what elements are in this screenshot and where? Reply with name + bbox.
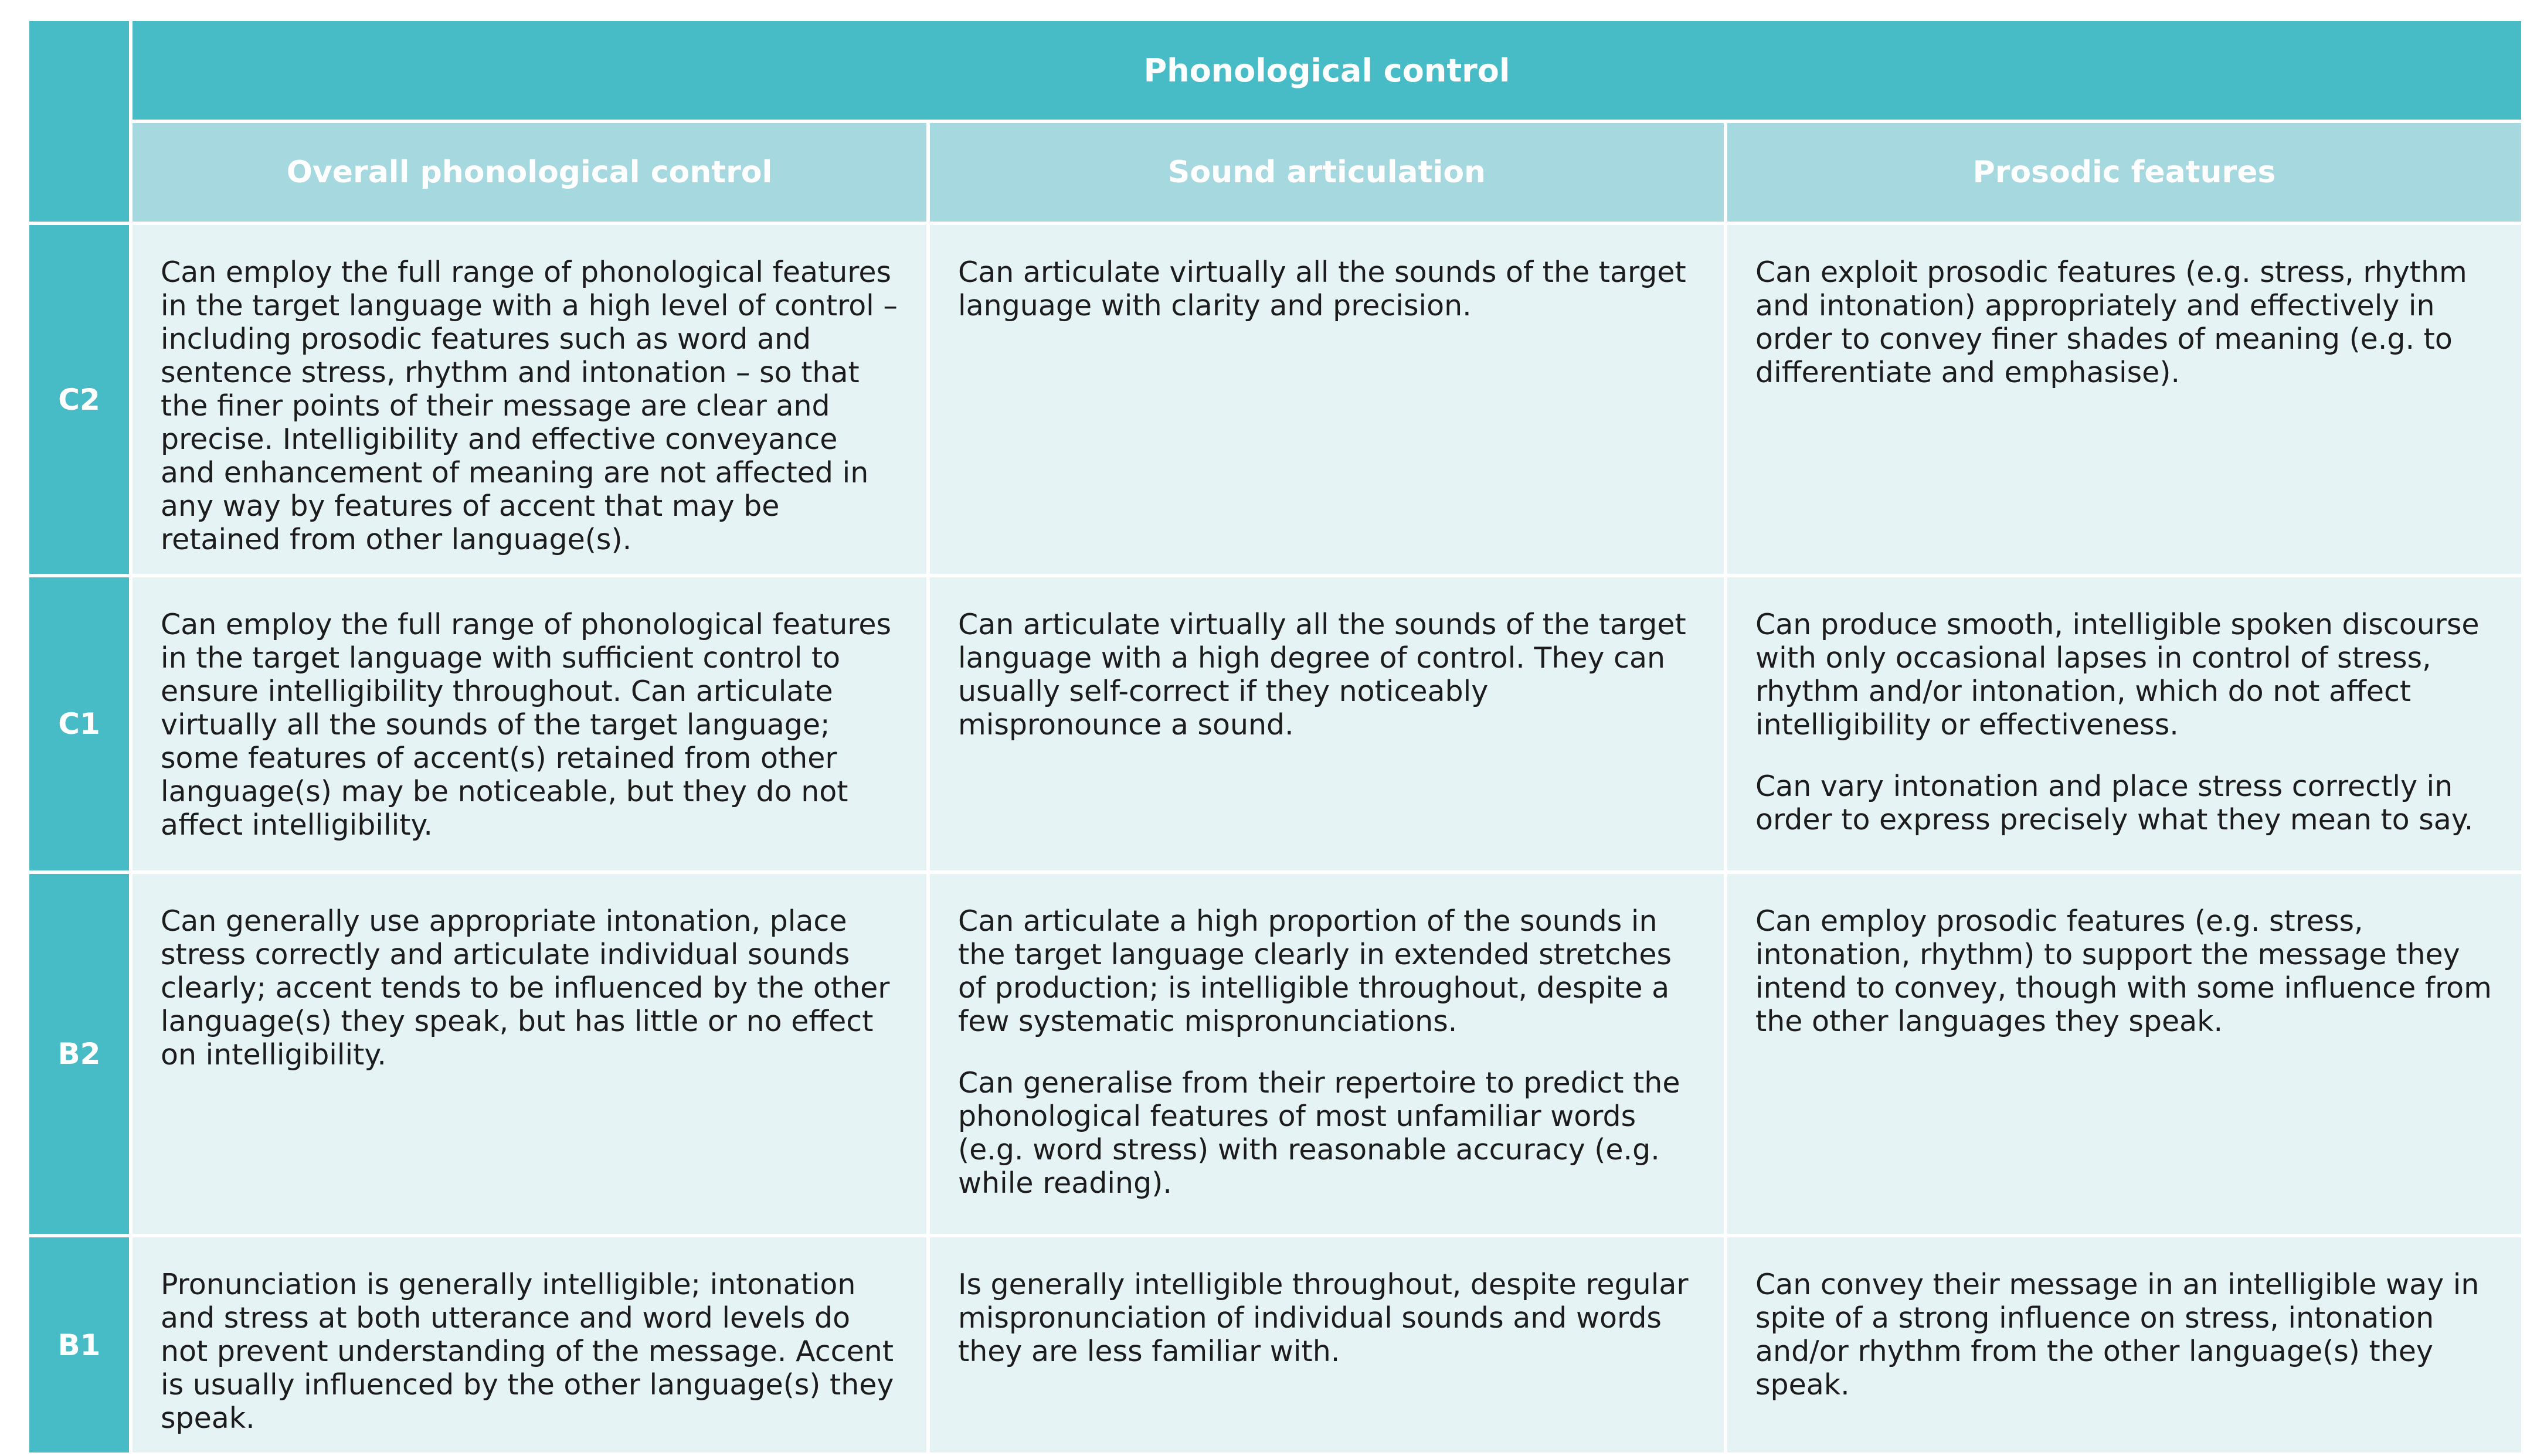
table-row-b1 [28,1236,2523,1454]
column-header-prosodic: Prosodic features [1726,121,2523,223]
level-label: B1 [28,1236,131,1454]
cell-overall [131,1236,928,1454]
cell-prosodic [1726,872,2523,1236]
descriptor: Can articulate virtually all the sounds of the target language with a high degree of control. They can usually self-correct if they noticeably mispronounce a sound. [958,608,1686,741]
descriptor: Can generally use appropriate intonation, place stress correctly and articulate individual sounds clearly; accent tends to be influenced by the other language(s) they speak, but has little or no effect on intelligibility. [161,904,890,1071]
table-row-b2 [28,872,2523,1236]
descriptor: Can generalise from their repertoire to predict the phonological features of most unfamiliar words (e.g. word stress) with reasonable accuracy (e.g. while reading). [958,1066,1680,1200]
table-title: Phonological control [131,19,2523,121]
table-row-c2 [28,223,2523,576]
descriptor: Can vary intonation and place stress correctly in order to express precisely what they mean to say. [1755,770,2474,836]
cell-overall [131,872,928,1236]
descriptor: Can exploit prosodic features (e.g. stress, rhythm and intonation) appropriately and effectively in order to convey finer shades of meaning (e.g. to differentiate and emphasise). [1755,256,2467,389]
cell-sound [928,872,1726,1236]
cell-overall [131,576,928,872]
level-label: C2 [28,223,131,576]
column-header-sound: Sound articulation [928,121,1726,223]
descriptor: Can employ prosodic features (e.g. stress, intonation, rhythm) to support the message they intend to convey, though with some influence from the other languages they speak. [1755,904,2492,1038]
cell-prosodic [1726,576,2523,872]
descriptor: Can employ the full range of phonological features in the target language with a high level of control – including prosodic features such as word and sentence stress, rhythm and intonation – so that the finer points of their message are clear and precise. Intelligibility and effective conveyance and enhancement of meaning are not affected in any way by features of accent that may be retained from other language(s). [161,256,898,556]
descriptor: Can articulate virtually all the sounds of the target language with clarity and precision. [958,256,1686,322]
descriptor: Pronunciation is generally intelligible; intonation and stress at both utterance and word levels do not prevent understanding of the message. Accent is usually influenced by the other language(s) they speak. [161,1268,894,1435]
descriptor: Can employ the full range of phonological features in the target language with sufficient control to ensure intelligibility throughout. Can articulate virtually all the sounds of the target language; some features of accent(s) retained from other language(s) may be noticeable, but they do not affect intelligibility. [161,608,892,842]
descriptor: Can convey their message in an intelligible way in spite of a strong influence on stress, intonation and/or rhythm from the other language(s) they speak. [1755,1268,2480,1401]
cell-sound [928,576,1726,872]
phonological-control-table [26,18,2525,1456]
cell-prosodic [1726,223,2523,576]
corner-cell [28,19,131,223]
table-row-c1 [28,576,2523,872]
cell-overall [131,223,928,576]
level-label: B2 [28,872,131,1236]
descriptor: Can produce smooth, intelligible spoken discourse with only occasional lapses in control of stress, rhythm and/or intonation, which do not affect intelligibility or effectiveness. [1755,608,2480,741]
cell-sound [928,223,1726,576]
cell-prosodic [1726,1236,2523,1454]
column-header-overall: Overall phonological control [131,121,928,223]
cell-sound [928,1236,1726,1454]
level-label: C1 [28,576,131,872]
descriptor: Can articulate a high proportion of the sounds in the target language clearly in extended stretches of production; is intelligible throughout, despite a few systematic mispronunciations. [958,904,1672,1038]
descriptor: Is generally intelligible throughout, despite regular mispronunciation of individual sounds and words they are less familiar with. [958,1268,1689,1368]
